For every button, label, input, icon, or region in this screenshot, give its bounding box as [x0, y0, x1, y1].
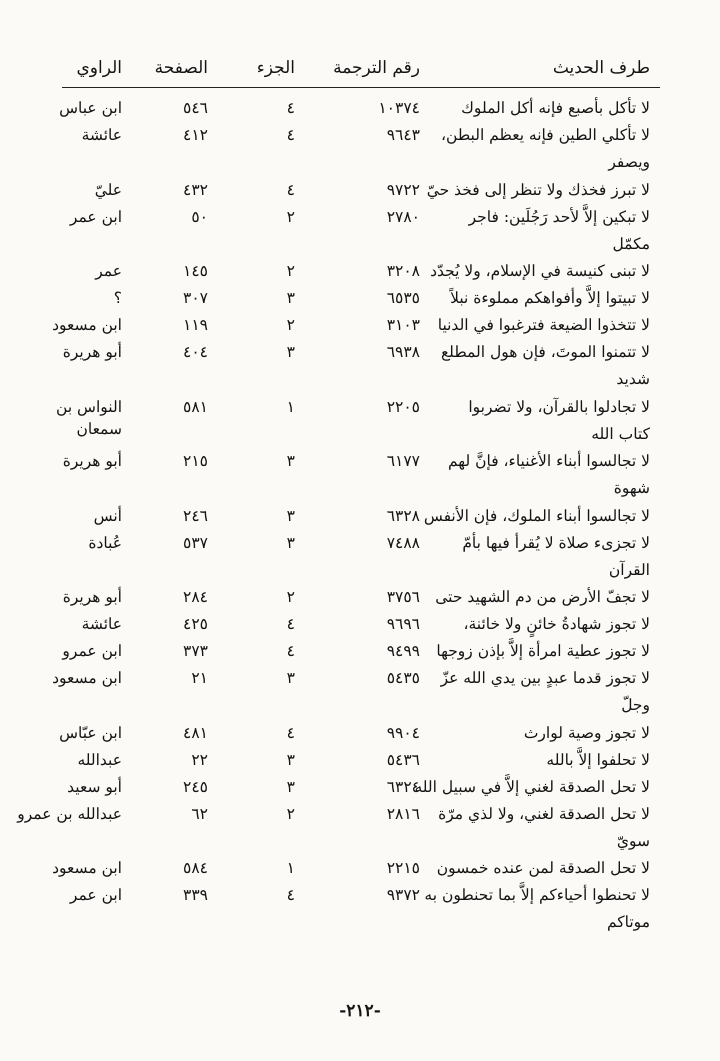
- page-reference: ٤٣٢: [183, 180, 208, 199]
- table-row: [0, 801, 720, 856]
- table-row: [0, 584, 720, 611]
- hadith-text-continued: القرآن: [608, 560, 650, 579]
- part-number: ٣: [286, 533, 295, 552]
- hadith-text: لا تجالسوا أبناء الأغنياء، فإنَّ لهم: [447, 452, 650, 470]
- part-number: ٢: [286, 588, 295, 606]
- page-reference: ٤١٢: [183, 126, 208, 144]
- page-reference: ٢٢: [191, 750, 208, 769]
- page-reference: ٢١٥: [183, 452, 208, 470]
- narrator-name: عائشة: [81, 615, 122, 633]
- translation-number: ٦٥٣٥: [386, 289, 420, 307]
- part-number: ٢: [286, 207, 295, 226]
- translation-number: ٦٩٣٨: [386, 343, 420, 361]
- part-number: ٣: [286, 777, 295, 796]
- part-number: ٤: [286, 886, 295, 904]
- translation-number: ٦٣٢٤: [386, 777, 420, 796]
- hadith-text: لا تتمنوا الموتَ، فإن هول المطلع: [440, 343, 650, 361]
- table-row: [0, 285, 720, 312]
- narrator-name: أنس: [93, 506, 122, 525]
- page-reference: ٥٨١: [183, 397, 208, 416]
- part-number: ٢: [286, 804, 295, 823]
- translation-number: ٢٢٠٥: [386, 397, 420, 416]
- table-row: [0, 204, 720, 259]
- part-number: ٣: [286, 452, 295, 470]
- table-row: [0, 747, 720, 774]
- part-number: ٣: [286, 343, 295, 361]
- table-row: [0, 122, 720, 177]
- header-divider: [62, 87, 660, 88]
- narrator-name: ابن عبّاس: [59, 723, 122, 742]
- part-number: ٤: [286, 126, 295, 144]
- translation-number: ٩٤٩٩: [386, 642, 420, 660]
- page-reference: ٤٠٤: [183, 343, 208, 361]
- page-reference: ٣٠٧: [183, 289, 208, 307]
- hadith-text: لا تجادلوا بالقرآن، ولا تضربوا: [468, 397, 650, 416]
- translation-number: ٥٤٣٥: [386, 669, 420, 687]
- narrator-name: أبو هريرة: [62, 343, 122, 361]
- translation-number: ٢٧٨٠: [386, 207, 420, 226]
- table-row: [0, 177, 720, 204]
- hadith-text: لا تبيتوا إلاَّ وأفواهكم مملوءة نبلاً: [450, 289, 650, 307]
- narrator-name: ابن عمرو: [62, 642, 122, 660]
- narrator-name: ابن عباس: [59, 99, 122, 117]
- hadith-text: لا تأكلي الطين فإنه يعظم البطن،: [441, 126, 650, 144]
- hadith-text: لا تجوز وصية لوارث: [523, 723, 650, 742]
- hadith-text: لا تجوز عطية امرأة إلاَّ بإذن زوجها: [436, 642, 650, 660]
- part-number: ١: [286, 859, 295, 877]
- hadith-text-continued: ويصفر: [608, 153, 650, 171]
- part-number: ٢: [286, 316, 295, 334]
- narrator-name: ؟: [113, 289, 122, 307]
- page-reference: ٥٤٦: [183, 99, 208, 117]
- translation-number: ٢٢١٥: [386, 859, 420, 877]
- page-reference: ٥٠: [191, 207, 208, 226]
- part-number: ٣: [286, 289, 295, 307]
- part-number: ٤: [286, 180, 295, 199]
- part-number: ٤: [286, 723, 295, 742]
- translation-number: ٣٧٥٦: [386, 588, 420, 606]
- table-row: [0, 394, 720, 449]
- page-reference: ٤٨١: [183, 723, 208, 742]
- hadith-text: لا تتخذوا الضيعة فترغبوا في الدنيا: [437, 316, 650, 334]
- hadith-text: لا تأكل بأصبع فإنه أكل الملوك: [461, 99, 650, 117]
- hadith-text: لا تبنى كنيسة في الإسلام، ولا يُجدّد: [430, 262, 650, 280]
- part-number: ٣: [286, 506, 295, 525]
- table-row: [0, 665, 720, 720]
- page-number: -٢١٢-: [339, 1001, 381, 1021]
- hadith-text-continued: سويّ: [616, 831, 650, 850]
- narrator-name: عبدالله بن عمرو: [17, 804, 122, 823]
- table-row: [0, 774, 720, 801]
- header-translation-number: رقم الترجمة: [333, 58, 420, 78]
- table-header: [0, 56, 720, 86]
- header-hadith: طرف الحديث: [552, 58, 650, 78]
- hadith-text-continued: وجلّ: [621, 696, 650, 714]
- hadith-text: لا تبكين إلاَّ لأحد رَجُلَين: فاجر: [468, 207, 650, 226]
- part-number: ١: [286, 397, 295, 416]
- table-row: [0, 339, 720, 394]
- translation-number: ٩٩٠٤: [386, 723, 420, 742]
- hadith-text-continued: شديد: [616, 370, 650, 388]
- narrator-name: عليّ: [94, 180, 122, 199]
- header-narrator: الراوي: [76, 58, 122, 78]
- part-number: ٢: [286, 262, 295, 280]
- translation-number: ٧٤٨٨: [386, 533, 420, 552]
- table-row: [0, 312, 720, 339]
- narrator-name: ابن عمر: [69, 207, 122, 226]
- page-reference: ٢٤٥: [183, 777, 208, 796]
- index-table: [0, 95, 720, 937]
- hadith-text: لا تجزىء صلاة لا يُقرأ فيها بأمّ: [462, 533, 650, 552]
- translation-number: ٦١٧٧: [386, 452, 420, 470]
- page-reference: ٢١: [191, 669, 208, 687]
- narrator-name: أبو سعيد: [67, 777, 122, 796]
- translation-number: ٩٧٢٢: [386, 180, 420, 199]
- hadith-text: لا تجوز شهادةُ خائنٍ ولا خائنة،: [463, 615, 650, 633]
- hadith-text: لا تحل الصدقة لمن عنده خمسون: [436, 859, 650, 877]
- table-row: [0, 530, 720, 585]
- translation-number: ٥٤٣٦: [386, 750, 420, 769]
- page-reference: ٤٢٥: [183, 615, 208, 633]
- part-number: ٤: [286, 642, 295, 660]
- narrator-name: عبدالله: [77, 750, 122, 769]
- hadith-text-continued: شهوة: [613, 479, 650, 497]
- translation-number: ٢٨١٦: [386, 804, 420, 823]
- page-reference: ٢٨٤: [183, 588, 208, 606]
- narrator-name: ابن مسعود: [52, 316, 122, 334]
- translation-number: ٩٣٧٢: [386, 886, 420, 904]
- page-reference: ١١٩: [183, 316, 208, 334]
- hadith-text-continued: مكمّل: [612, 234, 650, 253]
- table-row: [0, 448, 720, 503]
- translation-number: ١٠٣٧٤: [378, 99, 420, 117]
- translation-number: ٩٦٤٣: [386, 126, 420, 144]
- page-reference: ٦٢: [191, 804, 208, 823]
- hadith-text: لا تجفّ الأرض من دم الشهيد حتى: [435, 588, 650, 606]
- narrator-name: أبو هريرة: [62, 452, 122, 470]
- table-row: [0, 95, 720, 122]
- translation-number: ٣١٠٣: [386, 316, 420, 334]
- table-row: [0, 882, 720, 937]
- narrator-name: النواس بن: [56, 397, 122, 416]
- narrator-name: ابن عمر: [69, 886, 122, 904]
- part-number: ٣: [286, 750, 295, 769]
- table-row: [0, 258, 720, 285]
- table-row: [0, 720, 720, 747]
- hadith-text: لا تحل الصدقة لغني إلاَّ في سبيل الله: [414, 777, 650, 796]
- narrator-name: عمر: [95, 262, 122, 280]
- table-row: [0, 638, 720, 665]
- hadith-text: لا تحل الصدقة لغني، ولا لذي مرّة: [438, 804, 650, 823]
- hadith-text-continued: كتاب الله: [591, 424, 650, 443]
- hadith-text: لا تحلفوا إلاَّ بالله: [546, 750, 650, 769]
- table-row: [0, 503, 720, 530]
- page-reference: ٥٣٧: [183, 533, 208, 552]
- narrator-name-continued: سمعان: [76, 419, 122, 438]
- table-row: [0, 855, 720, 882]
- part-number: ٣: [286, 669, 295, 687]
- narrator-name: ابن مسعود: [52, 859, 122, 877]
- part-number: ٤: [286, 615, 295, 633]
- hadith-text: لا تجوز قدما عبدٍ بين يدي الله عزّ: [440, 669, 650, 687]
- hadith-text: لا تبرز فخذك ولا تنظر إلى فخذ حيّ: [426, 180, 650, 199]
- translation-number: ٣٢٠٨: [386, 262, 420, 280]
- hadith-text-continued: موتاكم: [606, 913, 650, 931]
- header-page: الصفحة: [154, 58, 208, 78]
- page-reference: ٢٤٦: [183, 506, 208, 525]
- narrator-name: عُبادة: [88, 533, 122, 552]
- page-reference: ٣٣٩: [183, 886, 208, 904]
- hadith-text: لا تحنطوا أحياءكم إلاَّ بما تحنطون به: [424, 886, 650, 904]
- header-part: الجزء: [256, 58, 295, 78]
- translation-number: ٩٦٩٦: [386, 615, 420, 633]
- narrator-name: أبو هريرة: [62, 588, 122, 606]
- part-number: ٤: [286, 99, 295, 117]
- table-row: [0, 611, 720, 638]
- narrator-name: ابن مسعود: [52, 669, 122, 687]
- page-reference: ٥٨٤: [183, 859, 208, 877]
- hadith-text: لا تجالسوا أبناء الملوك، فإن الأنفس: [423, 506, 650, 525]
- narrator-name: عائشة: [81, 126, 122, 144]
- translation-number: ٦٣٢٨: [386, 506, 420, 525]
- page-reference: ١٤٥: [183, 262, 208, 280]
- page-reference: ٣٧٣: [183, 642, 208, 660]
